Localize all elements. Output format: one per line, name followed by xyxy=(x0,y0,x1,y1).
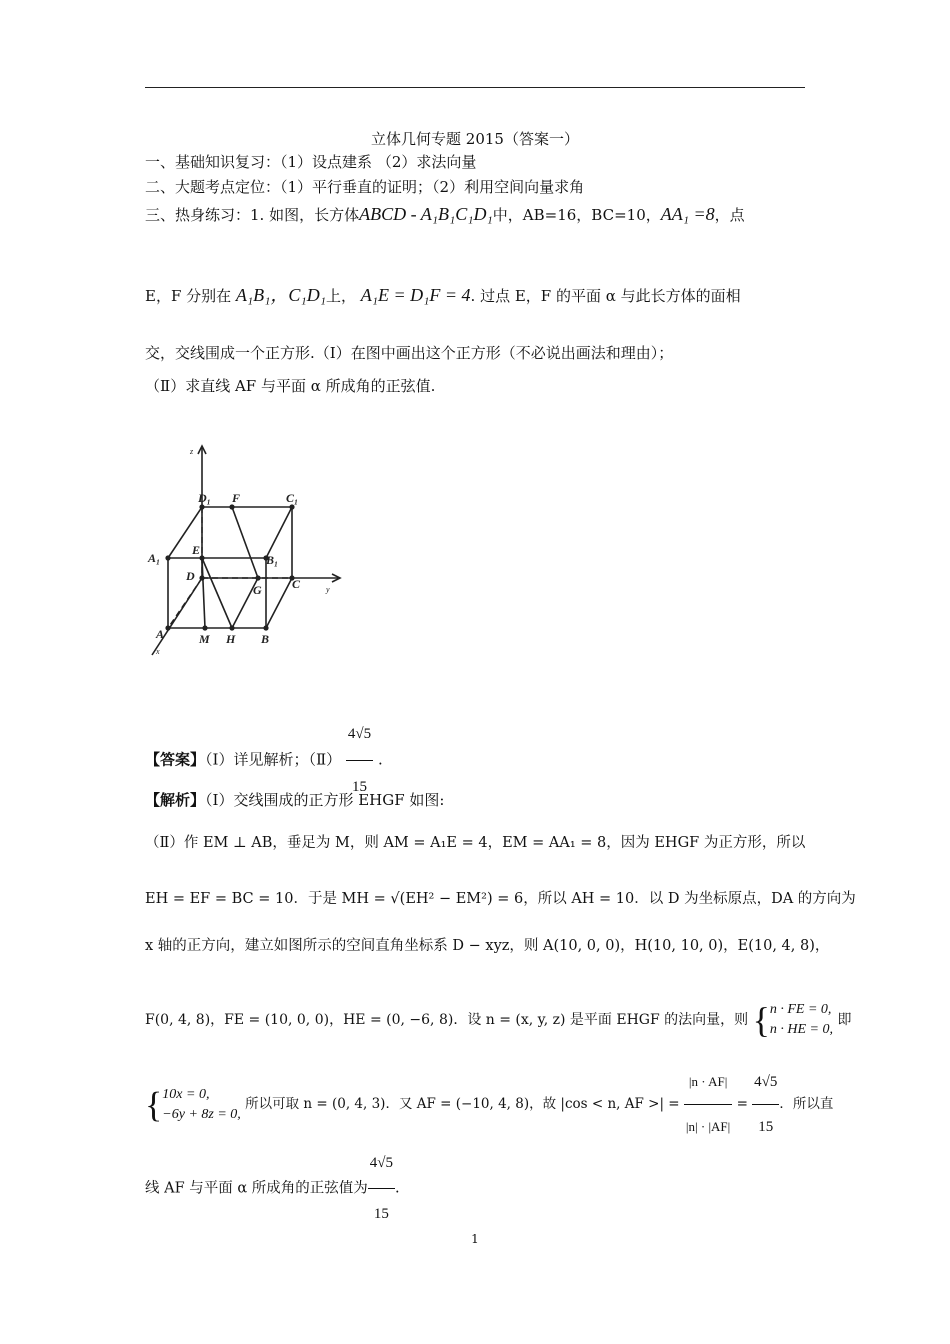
page-number: 1 xyxy=(471,1232,479,1246)
sine-den: 15 xyxy=(758,1119,774,1135)
label-a: A xyxy=(156,627,165,641)
final-fraction xyxy=(368,1138,395,1239)
points-ef: E，F 分别在 xyxy=(145,287,232,305)
problem-mid: 中，AB=16，BC=10， xyxy=(492,206,661,224)
answer-frac-num: 4√5 xyxy=(346,708,373,761)
analysis-line-5 xyxy=(145,998,851,1042)
label-a1: A₁ xyxy=(148,551,161,565)
review-line: 一、基础知识复习：（1）设点建系 （2）求法向量 xyxy=(145,153,477,171)
analysis-line-6 xyxy=(145,1060,833,1149)
analysis-line-3: EH = EF = BC = 10．于是 MH = √(EH² − EM²) = 6，所以 AH = 10．以 D 为坐标原点，DA 的方向为 xyxy=(145,891,856,907)
problem-end: ，点 xyxy=(714,206,745,224)
header-rule xyxy=(145,87,805,88)
system-2 xyxy=(162,1085,241,1125)
analysis-7-end: . xyxy=(395,1180,400,1197)
label-c: C xyxy=(292,577,301,591)
focus-line: 二、大题考点定位：（1）平行垂直的证明；（2）利用空间向量求角 xyxy=(145,178,585,196)
page-title: 立体几何专题 2015（答案一） xyxy=(371,130,579,148)
problem-line-2 xyxy=(145,285,741,306)
analysis-line-1 xyxy=(145,790,444,810)
problem-line-4: （Ⅱ）求直线 AF 与平面 α 所成角的正弦值. xyxy=(145,377,436,395)
axis-x-label: x xyxy=(156,647,160,656)
system-2-a: 10x = 0, xyxy=(162,1086,210,1102)
sine-fraction xyxy=(752,1060,779,1149)
analysis-1: （Ⅰ）交线围成的正方形 EHGF 如图: xyxy=(205,791,445,809)
left-brace-2: { xyxy=(145,1084,163,1125)
answer-end: . xyxy=(377,750,383,769)
eq-a1e: A₁E = D₁F = 4 xyxy=(360,285,471,305)
answer-text: （Ⅰ）详见解析；（Ⅱ） xyxy=(205,750,342,769)
answer-label: 【答案】 xyxy=(145,750,206,769)
axis-z-label: z xyxy=(190,447,194,456)
system-1-b: n · HE = 0, xyxy=(769,1022,833,1037)
label-h: H xyxy=(226,632,236,646)
label-m: M xyxy=(199,632,210,646)
problem-line-3: 交，交线围成一个正方形.（Ⅰ）在图中画出这个正方形（不必说出画法和理由）； xyxy=(145,344,674,362)
box-name: ABCD - A₁B₁C₁D₁ xyxy=(359,204,493,224)
aa1-eq: AA₁ =8 xyxy=(660,204,715,224)
segments: A₁B₁，C₁D₁ xyxy=(235,285,326,305)
cos-den: |n| · |AF| xyxy=(685,1119,731,1134)
problem-rest: . 过点 E，F 的平面 α 与此长方体的面相 xyxy=(470,287,741,305)
problem-prefix: 三、热身练习：1. 如图，长方体 xyxy=(145,206,360,224)
label-c1: C₁ xyxy=(286,491,299,505)
analysis-5: F(0, 4, 8)，FE = (10, 0, 0)，HE = (0, −6, 8)．设 n = (x, y, z) 是平面 EHGF 的法向量，则 xyxy=(145,1012,749,1028)
label-f: F xyxy=(232,491,241,505)
system-1-a: n · FE = 0, xyxy=(769,1002,832,1017)
analysis-line-2: （Ⅱ）作 EM ⊥ AB，垂足为 M，则 AM = A₁E = 4，EM = AA₁ = 8，因为 EHGF 为正方形，所以 xyxy=(145,835,806,851)
answer-frac-den: 15 xyxy=(352,779,368,795)
cuboid-figure xyxy=(140,440,360,670)
label-b: B xyxy=(261,632,270,646)
on-text: 上， xyxy=(325,287,356,305)
label-b1: B₁ xyxy=(266,553,279,567)
final-den: 15 xyxy=(373,1206,389,1222)
axis-y-label: y xyxy=(326,585,330,594)
cos-fraction xyxy=(684,1060,732,1149)
analysis-line-4: x 轴的正方向，建立如图所示的空间直角坐标系 D − xyz，则 A(10, 0, 0)，H(10, 10, 0)，E(10, 4, 8)， xyxy=(145,938,830,954)
left-brace: { xyxy=(752,1000,770,1040)
system-1 xyxy=(770,1000,833,1040)
final-num: 4√5 xyxy=(368,1138,395,1189)
cos-num: |n · AF| xyxy=(684,1060,732,1105)
analysis-7: 线 AF 与平面 α 所成角的正弦值为 xyxy=(145,1180,368,1197)
analysis-5-end: 即 xyxy=(837,1012,852,1028)
sine-num: 4√5 xyxy=(752,1060,779,1105)
problem-line-1 xyxy=(145,204,745,225)
label-e: E xyxy=(192,543,201,557)
label-d1: D₁ xyxy=(198,491,211,505)
label-d: D xyxy=(186,569,195,583)
analysis-6: 所以可取 n = (0, 4, 3)．又 AF = (−10, 4, 8)，故 |cos < n, AF >| = xyxy=(245,1096,680,1112)
analysis-line-7 xyxy=(145,1138,400,1239)
label-g: G xyxy=(253,583,262,597)
eq-sign: = xyxy=(736,1096,748,1112)
analysis-label: 【解析】 xyxy=(145,791,206,809)
system-2-b: −6y + 8z = 0, xyxy=(162,1106,241,1122)
analysis-6-end: ．所以直 xyxy=(779,1096,834,1112)
